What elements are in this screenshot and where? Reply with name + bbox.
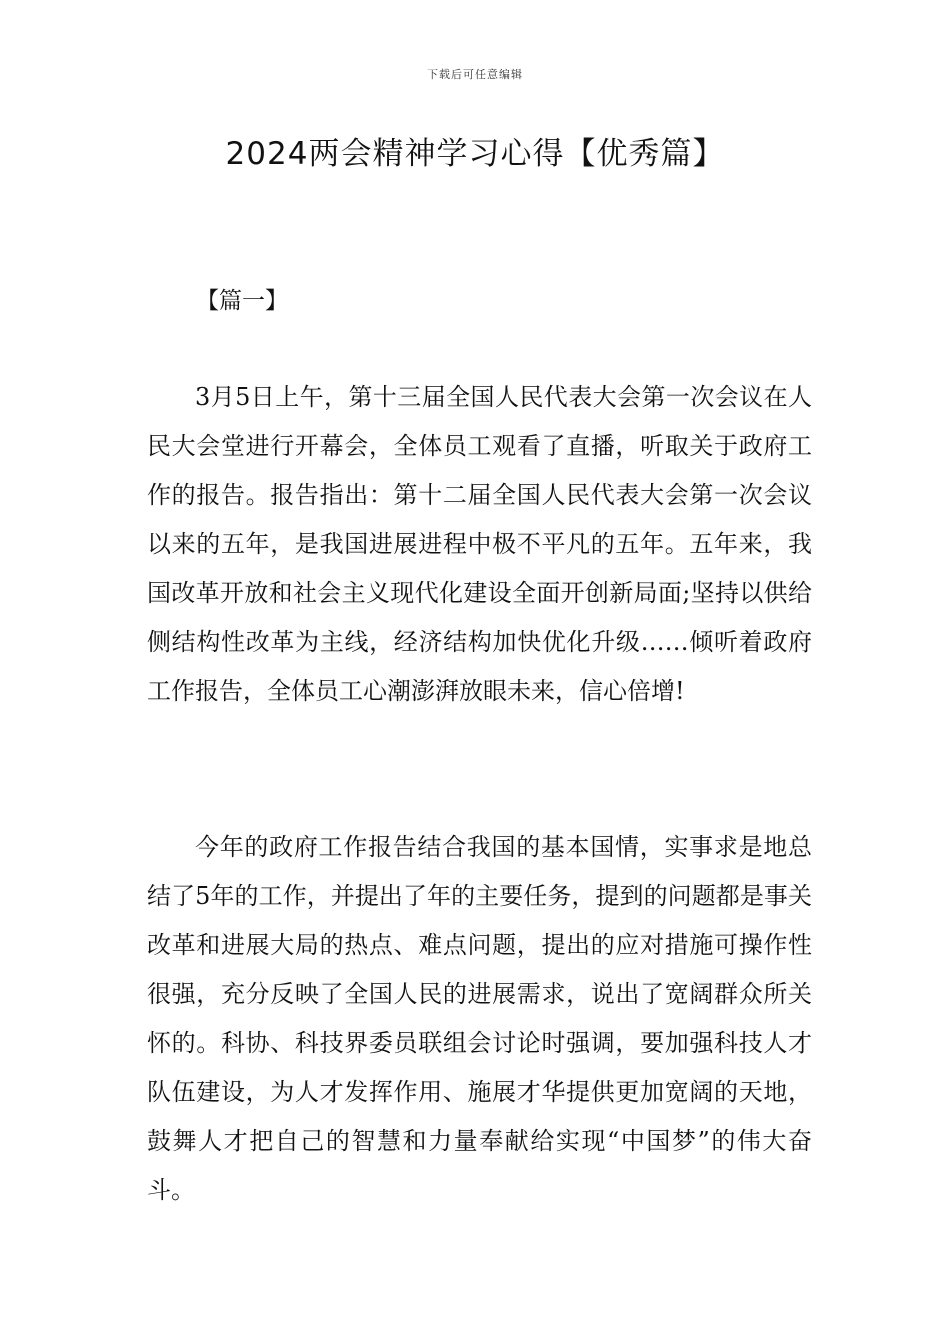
section-label: 【篇一】 [196,288,288,314]
body-paragraph: 3月5日上午，第十三届全国人民代表大会第一次会议在人民大会堂进行开幕会，全体员工观看了直播，听取关于政府工作的报告。报告指出：第十二届全国人民代表大会第一次会议以来的五年，是我国进展进程中极不平凡的五年。五年来，我国改革开放和社会主义现代化建设全面开创新局面;坚持以供给侧结构性改革为主线，经济结构加快优化升级……倾听着政府工作报告，全体员工心潮澎湃放眼未来，信心倍增! [147,383,812,705]
header-note: 下载后可任意编辑 [427,68,523,81]
page-title: 2024两会精神学习心得【优秀篇】 [225,136,725,172]
body-paragraph: 今年的政府工作报告结合我国的基本国情，实事求是地总结了5年的工作，并提出了年的主要任务，提到的问题都是事关改革和进展大局的热点、难点问题，提出的应对措施可操作性很强，充分反映了全国人民的进展需求，说出了宽阔群众所关怀的。科协、科技界委员联组会讨论时强调，要加强科技人才队伍建设，为人才发挥作用、施展才华提供更加宽阔的天地，鼓舞人才把自己的智慧和力量奉献给实现“中国梦”的伟大奋斗。 [147,833,812,1204]
